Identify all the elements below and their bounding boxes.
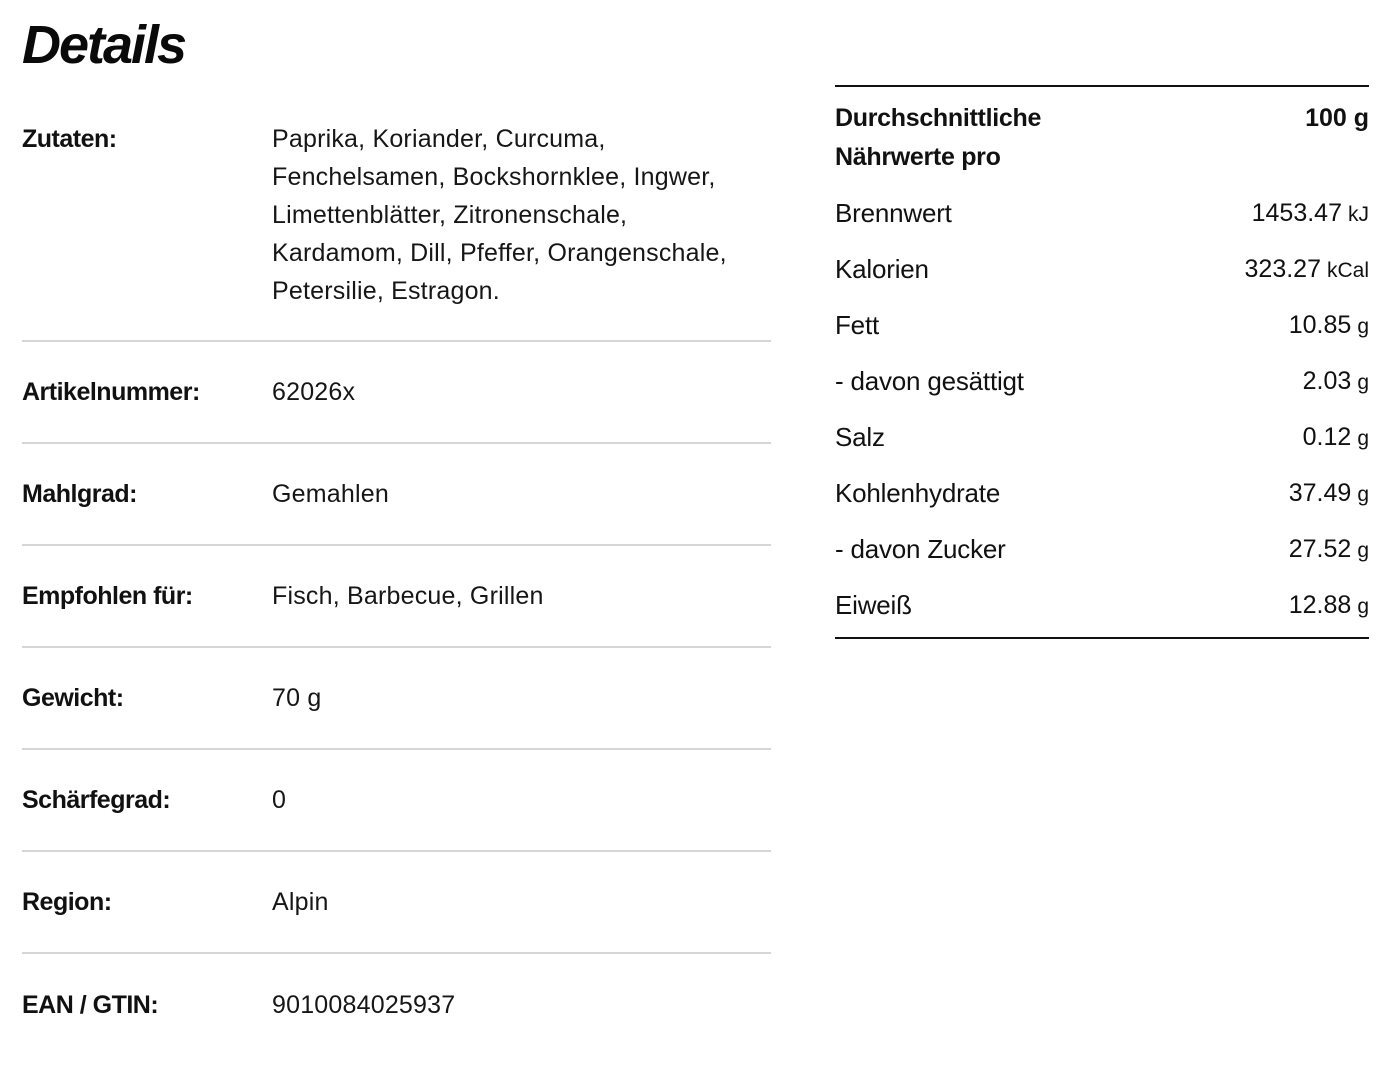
nutrition-amount [1303, 423, 1369, 452]
nutrition-row-salz [835, 409, 1369, 465]
nutrition-unit: g [1357, 538, 1369, 562]
nutrition-unit: g [1357, 314, 1369, 338]
nutrition-amount-value: 37.49 [1288, 478, 1352, 507]
nutrition-amount-value: 1453.47 [1251, 198, 1342, 227]
detail-label: Empfohlen für: [22, 581, 193, 610]
nutrition-name: - davon Zucker [835, 533, 1006, 564]
detail-value: Paprika, Koriander, Curcuma, Fenchelsamen, Bockshornklee, Ingwer, Limettenblätter, Zitronenschale, Kardamom, Dill, Pfeffer, Orangenschale, Petersilie, Estragon. [272, 125, 727, 305]
nutrition-amount [1289, 535, 1369, 564]
nutrition-amount-value: 323.27 [1244, 254, 1321, 283]
details-table [22, 100, 771, 1056]
nutrition-header [835, 87, 1369, 185]
detail-value: Alpin [272, 888, 329, 916]
detail-row-gewicht [22, 648, 771, 750]
detail-label: Schärfegrad: [22, 785, 171, 814]
detail-label: Zutaten: [22, 125, 117, 153]
nutrition-name: Kalorien [835, 253, 929, 284]
nutrition-amount-value: 12.88 [1288, 590, 1352, 619]
nutrition-unit: g [1357, 370, 1369, 394]
nutrition-row-gesaettigt [835, 353, 1369, 409]
nutrition-row-fett [835, 297, 1369, 353]
nutrition-amount-value: 10.85 [1288, 310, 1352, 339]
nutrition-name: - davon gesättigt [835, 365, 1024, 396]
nutrition-amount-value: 0.12 [1302, 422, 1352, 451]
nutrition-table [835, 85, 1369, 639]
nutrition-amount [1303, 367, 1369, 396]
nutrition-row-kalorien [835, 241, 1369, 297]
nutrition-unit: kCal [1326, 258, 1369, 282]
detail-label: Mahlgrad: [22, 479, 137, 508]
nutrition-amount [1252, 199, 1369, 228]
nutrition-unit: g [1357, 594, 1369, 618]
detail-label: Region: [22, 887, 112, 916]
nutrition-name: Kohlenhydrate [835, 477, 1001, 508]
detail-value: Fisch, Barbecue, Grillen [272, 582, 544, 610]
nutrition-name: Salz [835, 421, 885, 452]
nutrition-unit: kJ [1348, 202, 1369, 226]
nutrition-header-label: Durchschnittliche Nährwerte pro [835, 104, 1042, 171]
detail-row-schaerfegrad [22, 750, 771, 852]
detail-row-ean [22, 954, 771, 1056]
detail-row-mahlgrad [22, 444, 771, 546]
nutrition-row-zucker [835, 521, 1369, 577]
nutrition-row-brennwert [835, 185, 1369, 241]
nutrition-name: Fett [835, 309, 879, 340]
detail-value: 70 g [272, 684, 322, 712]
nutrition-amount [1245, 255, 1369, 284]
detail-label: EAN / GTIN: [22, 990, 159, 1019]
nutrition-amount [1289, 591, 1369, 620]
nutrition-amount [1289, 311, 1369, 340]
page-title: Details [22, 15, 186, 75]
detail-value: 9010084025937 [272, 991, 456, 1019]
nutrition-name: Eiweiß [835, 589, 912, 620]
nutrition-name: Brennwert [835, 197, 952, 228]
detail-value: 62026x [272, 378, 356, 406]
nutrition-unit: g [1357, 482, 1369, 506]
detail-row-empfohlen [22, 546, 771, 648]
nutrition-amount-value: 27.52 [1288, 534, 1352, 563]
detail-value: 0 [272, 786, 287, 814]
nutrition-row-kohlenhydrate [835, 465, 1369, 521]
detail-row-region [22, 852, 771, 954]
detail-label: Artikelnummer: [22, 377, 200, 406]
detail-row-artikelnummer [22, 342, 771, 444]
detail-label: Gewicht: [22, 683, 124, 712]
nutrition-row-eiweiss [835, 577, 1369, 633]
nutrition-amount-value: 2.03 [1302, 366, 1352, 395]
nutrition-unit: g [1357, 426, 1369, 450]
detail-value: Gemahlen [272, 480, 389, 508]
nutrition-header-value: 100 g [1305, 104, 1369, 132]
nutrition-amount [1289, 479, 1369, 508]
detail-row-zutaten [22, 100, 771, 342]
